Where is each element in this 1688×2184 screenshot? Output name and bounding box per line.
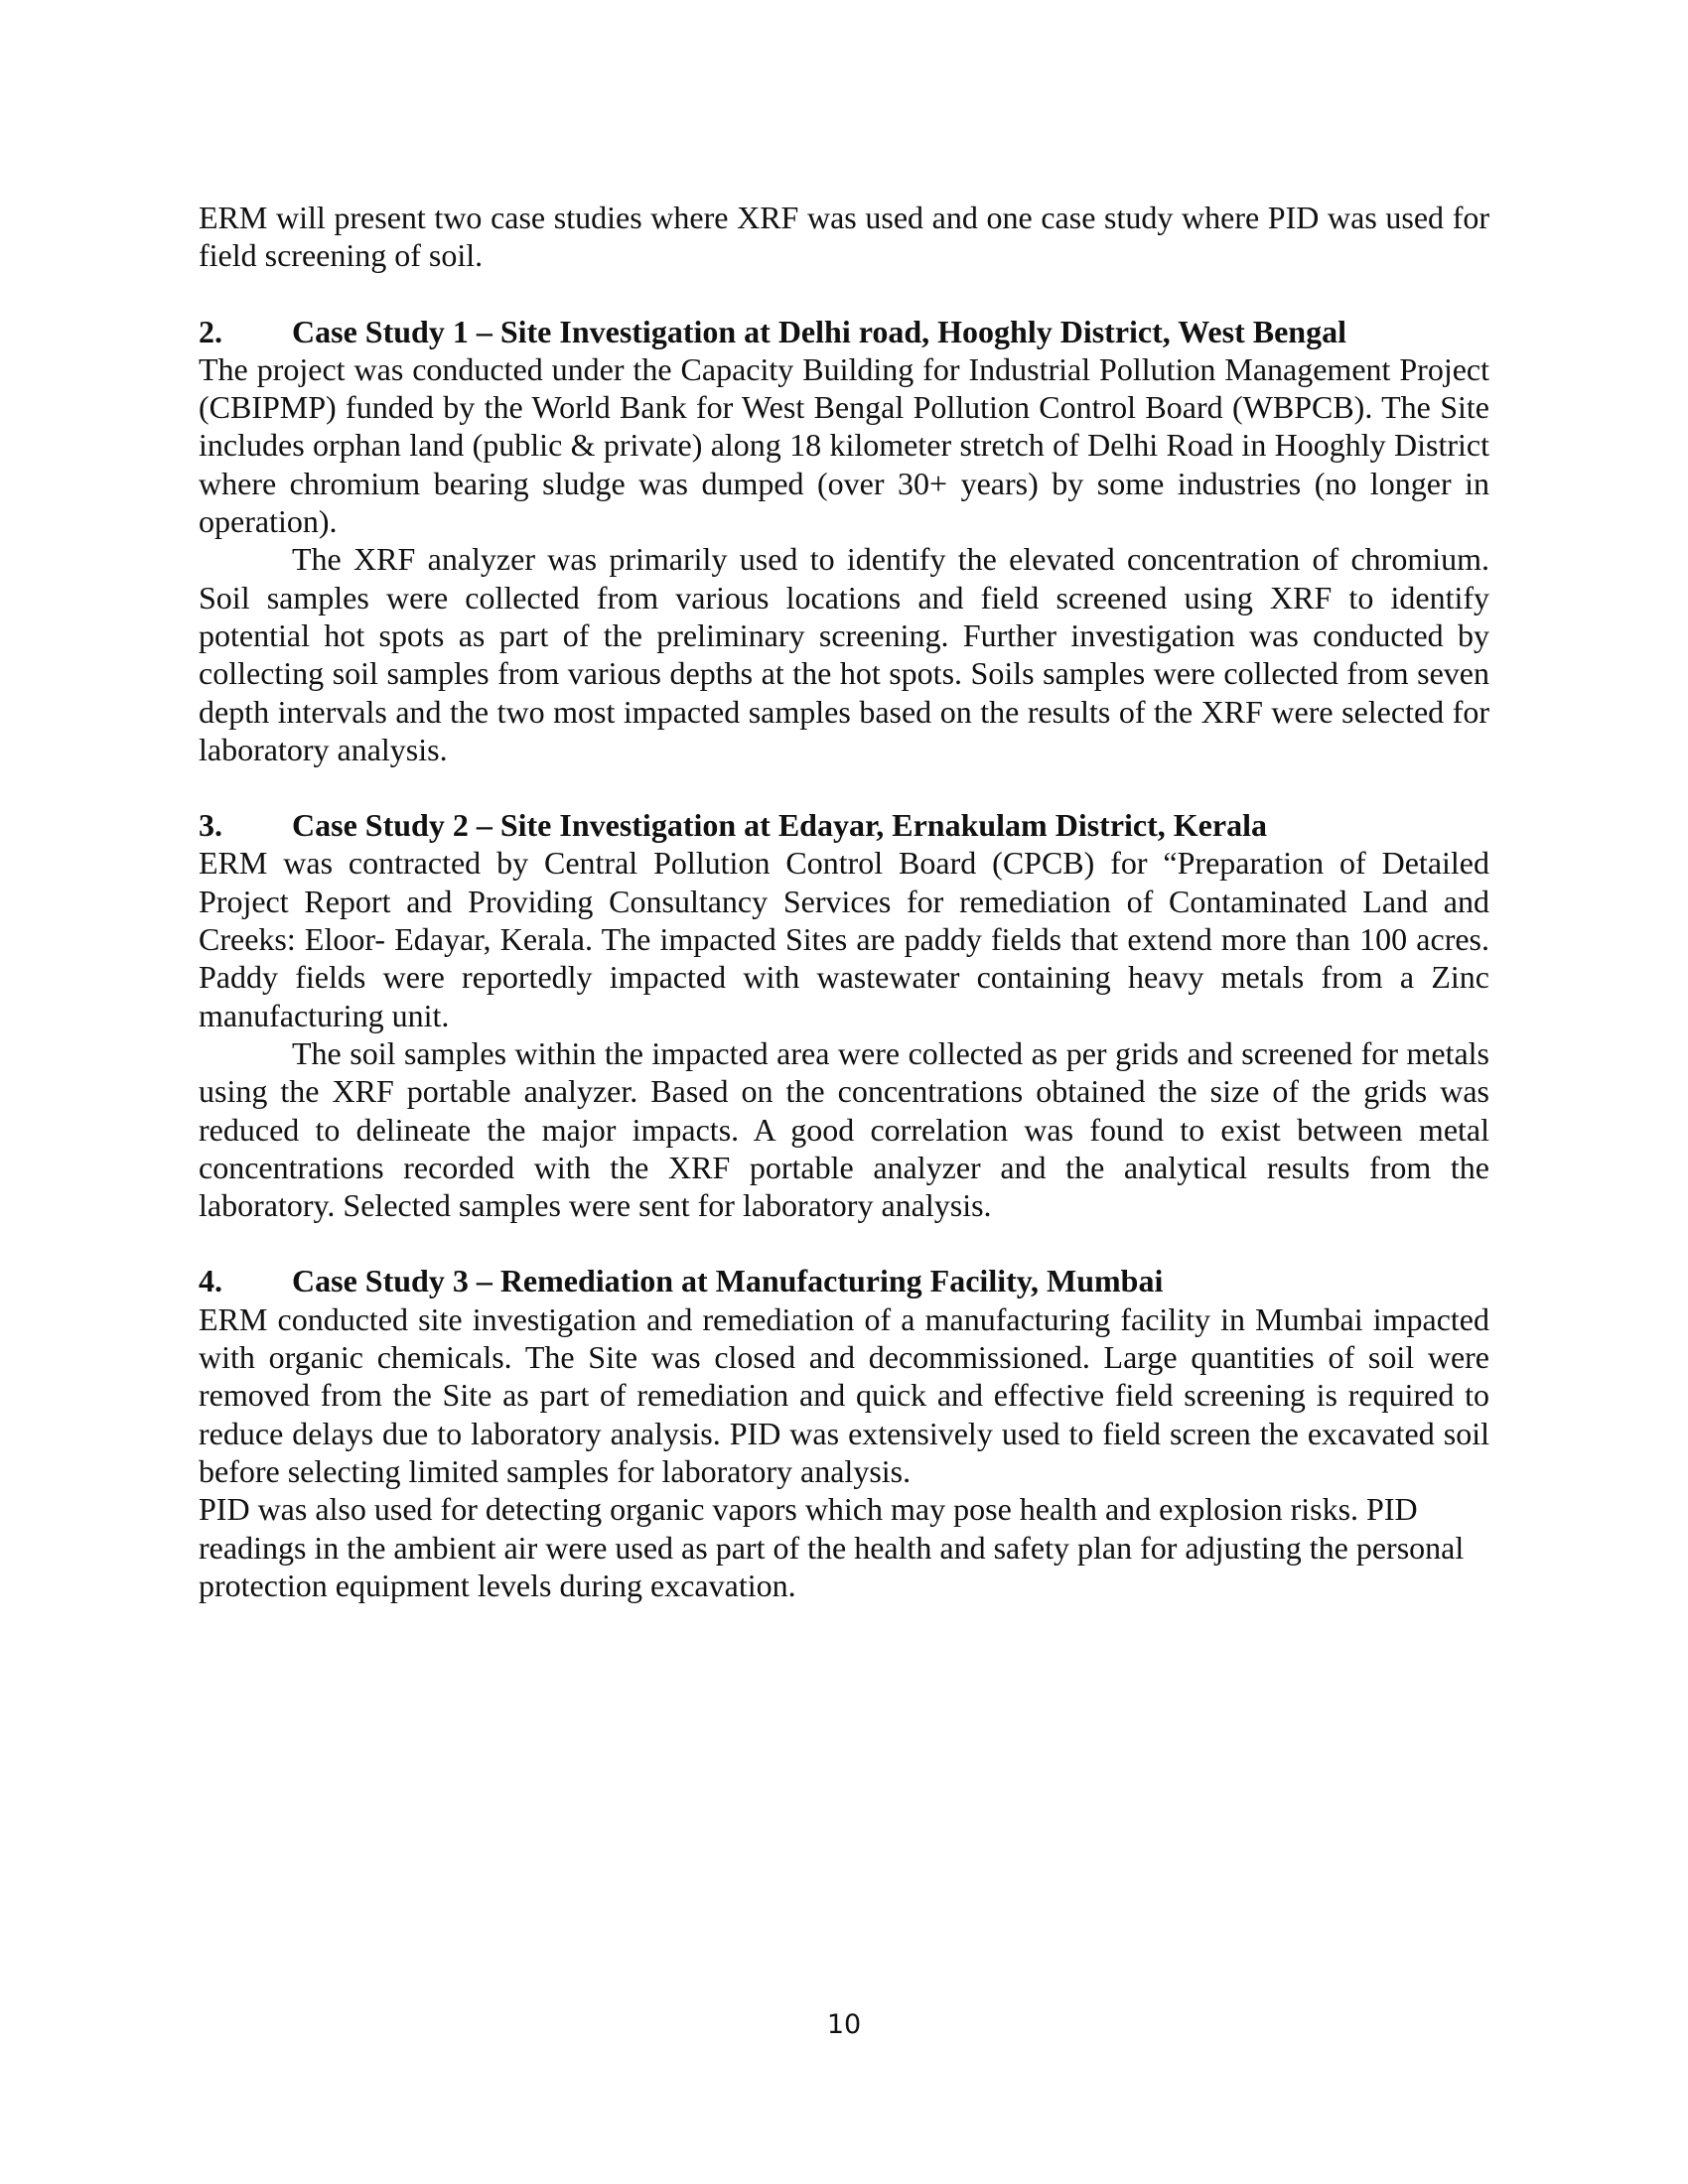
section-title: Case Study 1 – Site Investigation at Delhi road, Hooghly District, West Bengal (292, 313, 1346, 349)
spacer (199, 1224, 1489, 1262)
spacer (199, 768, 1489, 806)
section-title: Case Study 3 – Remediation at Manufacturing Facility, Mumbai (292, 1263, 1164, 1299)
spacer (199, 275, 1489, 313)
section-heading-case-study-1 (199, 313, 1489, 350)
section-number: 4. (199, 1263, 222, 1299)
case-study-2-paragraph-1: ERM was contracted by Central Pollution Control Board (CPCB) for “Preparation of Detailed Project Report and Providing Consultancy Services for remediation of Contaminated Land and Creeks: Eloor- Edayar, Kerala. The impacted Sites are paddy fields that extend more than 100 acres. Paddy fields were reportedly impacted with wastewater containing heavy metals from a Zinc manufacturing unit. (199, 845, 1489, 1033)
section-number: 2. (199, 313, 222, 349)
page-number: 10 (826, 2009, 862, 2040)
case-study-2-paragraph-2: The soil samples within the impacted area were collected as per grids and screened for metals using the XRF portable analyzer. Based on the concentrations obtained the size of the grids was reduced to delineate the major impacts. A good correlation was found to exist between metal concentrations recorded with the XRF portable analyzer and the analytical results from the laboratory. Selected samples were sent for laboratory analysis. (199, 1034, 1489, 1224)
case-study-3-paragraph-2: PID was also used for detecting organic vapors which may pose health and explosion risks. PID readings in the ambient air were used as part of the health and safety plan for adjusting the personal protection equipment levels during excavation. (199, 1491, 1465, 1603)
section-heading-case-study-2 (199, 806, 1489, 844)
page-body (199, 199, 1489, 1604)
case-study-1-paragraph-2: The XRF analyzer was primarily used to identify the elevated concentration of chromium. Soil samples were collected from various locations and field screened using XRF to identify potential hot spots as part of the preliminary screening. Further investigation was conducted by collecting soil samples from various depths at the hot spots. Soils samples were collected from seven depth intervals and the two most impacted samples based on the results of the XRF were selected for laboratory analysis. (199, 541, 1489, 767)
intro-paragraph: ERM will present two case studies where XRF was used and one case study where PID was used for field screening of soil. (199, 200, 1489, 274)
case-study-1-paragraph-1: The project was conducted under the Capacity Building for Industrial Pollution Management Project (CBIPMP) funded by the World Bank for West Bengal Pollution Control Board (WBPCB). The Site includes orphan land (public & private) along 18 kilometer stretch of Delhi Road in Hooghly District where chromium bearing sludge was dumped (over 30+ years) by some industries (no longer in operation). (199, 350, 1489, 540)
section-number: 3. (199, 807, 222, 844)
case-study-3-paragraph-1: ERM conducted site investigation and remediation of a manufacturing facility in Mumbai impacted with organic chemicals. The Site was closed and decommissioned. Large quantities of soil were removed from the Site as part of remediation and quick and effective field screening is required to reduce delays due to laboratory analysis. PID was extensively used to field screen the excavated soil before selecting limited samples for laboratory analysis. (199, 1300, 1489, 1489)
section-heading-case-study-3 (199, 1262, 1489, 1299)
section-title: Case Study 2 – Site Investigation at Edayar, Ernakulam District, Kerala (292, 807, 1267, 844)
